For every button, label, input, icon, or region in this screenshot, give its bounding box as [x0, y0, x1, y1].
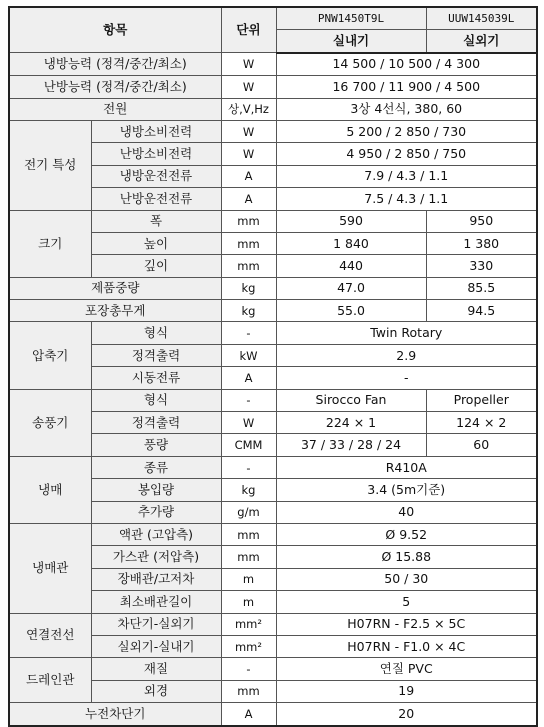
row-value-outdoor: 85.5 — [426, 277, 537, 299]
group-label-compressor: 압축기 — [9, 322, 91, 389]
row-value-outdoor: 124 × 2 — [426, 412, 537, 434]
row-unit: W — [221, 53, 276, 76]
row-value: 5 200 / 2 850 / 730 — [276, 120, 537, 142]
group-label-drain: 드레인관 — [9, 658, 91, 703]
row-label: 재질 — [91, 658, 221, 680]
row-unit: CMM — [221, 434, 276, 456]
group-label-piping: 냉매관 — [9, 523, 91, 613]
table-row — [9, 277, 537, 299]
row-value: - — [276, 367, 537, 389]
row-unit: mm — [221, 546, 276, 568]
header-indoor: 실내기 — [276, 30, 426, 53]
row-label: 냉방소비전력 — [91, 120, 221, 142]
table-row — [9, 98, 537, 120]
row-unit: A — [221, 188, 276, 210]
row-label: 제품중량 — [9, 277, 221, 299]
group-label-size: 크기 — [9, 210, 91, 277]
row-value: 7.9 / 4.3 / 1.1 — [276, 165, 537, 187]
row-label: 형식 — [91, 389, 221, 411]
row-value-indoor: 55.0 — [276, 300, 426, 322]
table-row — [9, 389, 537, 411]
row-unit: kg — [221, 479, 276, 501]
header-outdoor: 실외기 — [426, 30, 537, 53]
group-label-refrigerant: 냉매 — [9, 456, 91, 523]
row-unit: mm² — [221, 613, 276, 635]
row-value: 5 — [276, 591, 537, 613]
row-unit: m — [221, 568, 276, 590]
row-label: 정격출력 — [91, 344, 221, 366]
row-value-indoor: 224 × 1 — [276, 412, 426, 434]
row-label: 형식 — [91, 322, 221, 344]
table-row — [9, 53, 537, 76]
header-model-indoor: PNW1450T9L — [276, 7, 426, 30]
row-unit: A — [221, 367, 276, 389]
row-value: 14 500 / 10 500 / 4 300 — [276, 53, 537, 76]
row-unit: - — [221, 322, 276, 344]
group-label-fan: 송풍기 — [9, 389, 91, 456]
row-unit: A — [221, 703, 276, 726]
row-label: 냉방운전전류 — [91, 165, 221, 187]
row-unit: - — [221, 456, 276, 478]
row-value: Twin Rotary — [276, 322, 537, 344]
row-unit: kW — [221, 344, 276, 366]
row-unit: A — [221, 165, 276, 187]
row-unit: W — [221, 143, 276, 165]
row-value: Ø 15.88 — [276, 546, 537, 568]
row-value: 3.4 (5m기준) — [276, 479, 537, 501]
row-unit: 상,V,Hz — [221, 98, 276, 120]
row-value-indoor: 590 — [276, 210, 426, 232]
row-unit: mm — [221, 210, 276, 232]
row-label: 난방능력 (정격/중간/최소) — [9, 76, 221, 98]
row-value-indoor: 440 — [276, 255, 426, 277]
row-unit: mm² — [221, 635, 276, 657]
row-value-outdoor: 950 — [426, 210, 537, 232]
row-value: 4 950 / 2 850 / 750 — [276, 143, 537, 165]
row-unit: W — [221, 120, 276, 142]
row-value-indoor: 47.0 — [276, 277, 426, 299]
row-label: 실외기-실내기 — [91, 635, 221, 657]
table-row — [9, 120, 537, 142]
row-unit: kg — [221, 300, 276, 322]
row-value-outdoor: 94.5 — [426, 300, 537, 322]
row-label: 폭 — [91, 210, 221, 232]
table-row — [9, 76, 537, 98]
row-value-indoor: 37 / 33 / 28 / 24 — [276, 434, 426, 456]
row-label: 포장총무게 — [9, 300, 221, 322]
row-unit: - — [221, 389, 276, 411]
group-label-wiring: 연결전선 — [9, 613, 91, 658]
row-value: 3상 4선식, 380, 60 — [276, 98, 537, 120]
row-unit: g/m — [221, 501, 276, 523]
row-unit: mm — [221, 523, 276, 545]
row-unit: kg — [221, 277, 276, 299]
row-label: 난방운전전류 — [91, 188, 221, 210]
row-value: R410A — [276, 456, 537, 478]
row-unit: mm — [221, 255, 276, 277]
spec-table — [8, 6, 538, 727]
table-row — [9, 523, 537, 545]
row-label: 가스관 (저압측) — [91, 546, 221, 568]
row-label: 차단기-실외기 — [91, 613, 221, 635]
row-label: 높이 — [91, 232, 221, 254]
row-label: 누전차단기 — [9, 703, 221, 726]
row-unit: m — [221, 591, 276, 613]
header-item: 항목 — [9, 7, 221, 53]
table-row — [9, 456, 537, 478]
table-row — [9, 703, 537, 726]
row-label: 풍량 — [91, 434, 221, 456]
row-label: 추가량 — [91, 501, 221, 523]
table-row — [9, 210, 537, 232]
row-label: 최소배관길이 — [91, 591, 221, 613]
row-label: 정격출력 — [91, 412, 221, 434]
row-value: 연질 PVC — [276, 658, 537, 680]
row-value: 40 — [276, 501, 537, 523]
row-value-outdoor: 60 — [426, 434, 537, 456]
header-row-models — [9, 7, 537, 30]
row-unit: mm — [221, 232, 276, 254]
row-value: 7.5 / 4.3 / 1.1 — [276, 188, 537, 210]
row-label: 전원 — [9, 98, 221, 120]
row-value-outdoor: 330 — [426, 255, 537, 277]
row-label: 깊이 — [91, 255, 221, 277]
row-value: Ø 9.52 — [276, 523, 537, 545]
row-unit: - — [221, 658, 276, 680]
table-row — [9, 613, 537, 635]
header-model-outdoor: UUW145039L — [426, 7, 537, 30]
row-value: 50 / 30 — [276, 568, 537, 590]
row-unit: W — [221, 76, 276, 98]
row-label: 봉입량 — [91, 479, 221, 501]
group-label-electrical: 전기 특성 — [9, 120, 91, 210]
row-value-outdoor: 1 380 — [426, 232, 537, 254]
row-unit: mm — [221, 680, 276, 702]
row-value-indoor: 1 840 — [276, 232, 426, 254]
header-unit: 단위 — [221, 7, 276, 53]
row-value: 16 700 / 11 900 / 4 500 — [276, 76, 537, 98]
table-row — [9, 300, 537, 322]
row-value: 2.9 — [276, 344, 537, 366]
row-label: 액관 (고압측) — [91, 523, 221, 545]
row-value: H07RN - F2.5 × 5C — [276, 613, 537, 635]
row-label: 시동전류 — [91, 367, 221, 389]
row-value: H07RN - F1.0 × 4C — [276, 635, 537, 657]
row-value: 20 — [276, 703, 537, 726]
row-label: 냉방능력 (정격/중간/최소) — [9, 53, 221, 76]
row-label: 장배관/고저차 — [91, 568, 221, 590]
table-row — [9, 322, 537, 344]
row-label: 외경 — [91, 680, 221, 702]
row-value-indoor: Sirocco Fan — [276, 389, 426, 411]
row-label: 종류 — [91, 456, 221, 478]
table-row — [9, 658, 537, 680]
row-value: 19 — [276, 680, 537, 702]
row-label: 난방소비전력 — [91, 143, 221, 165]
row-unit: W — [221, 412, 276, 434]
row-value-outdoor: Propeller — [426, 389, 537, 411]
